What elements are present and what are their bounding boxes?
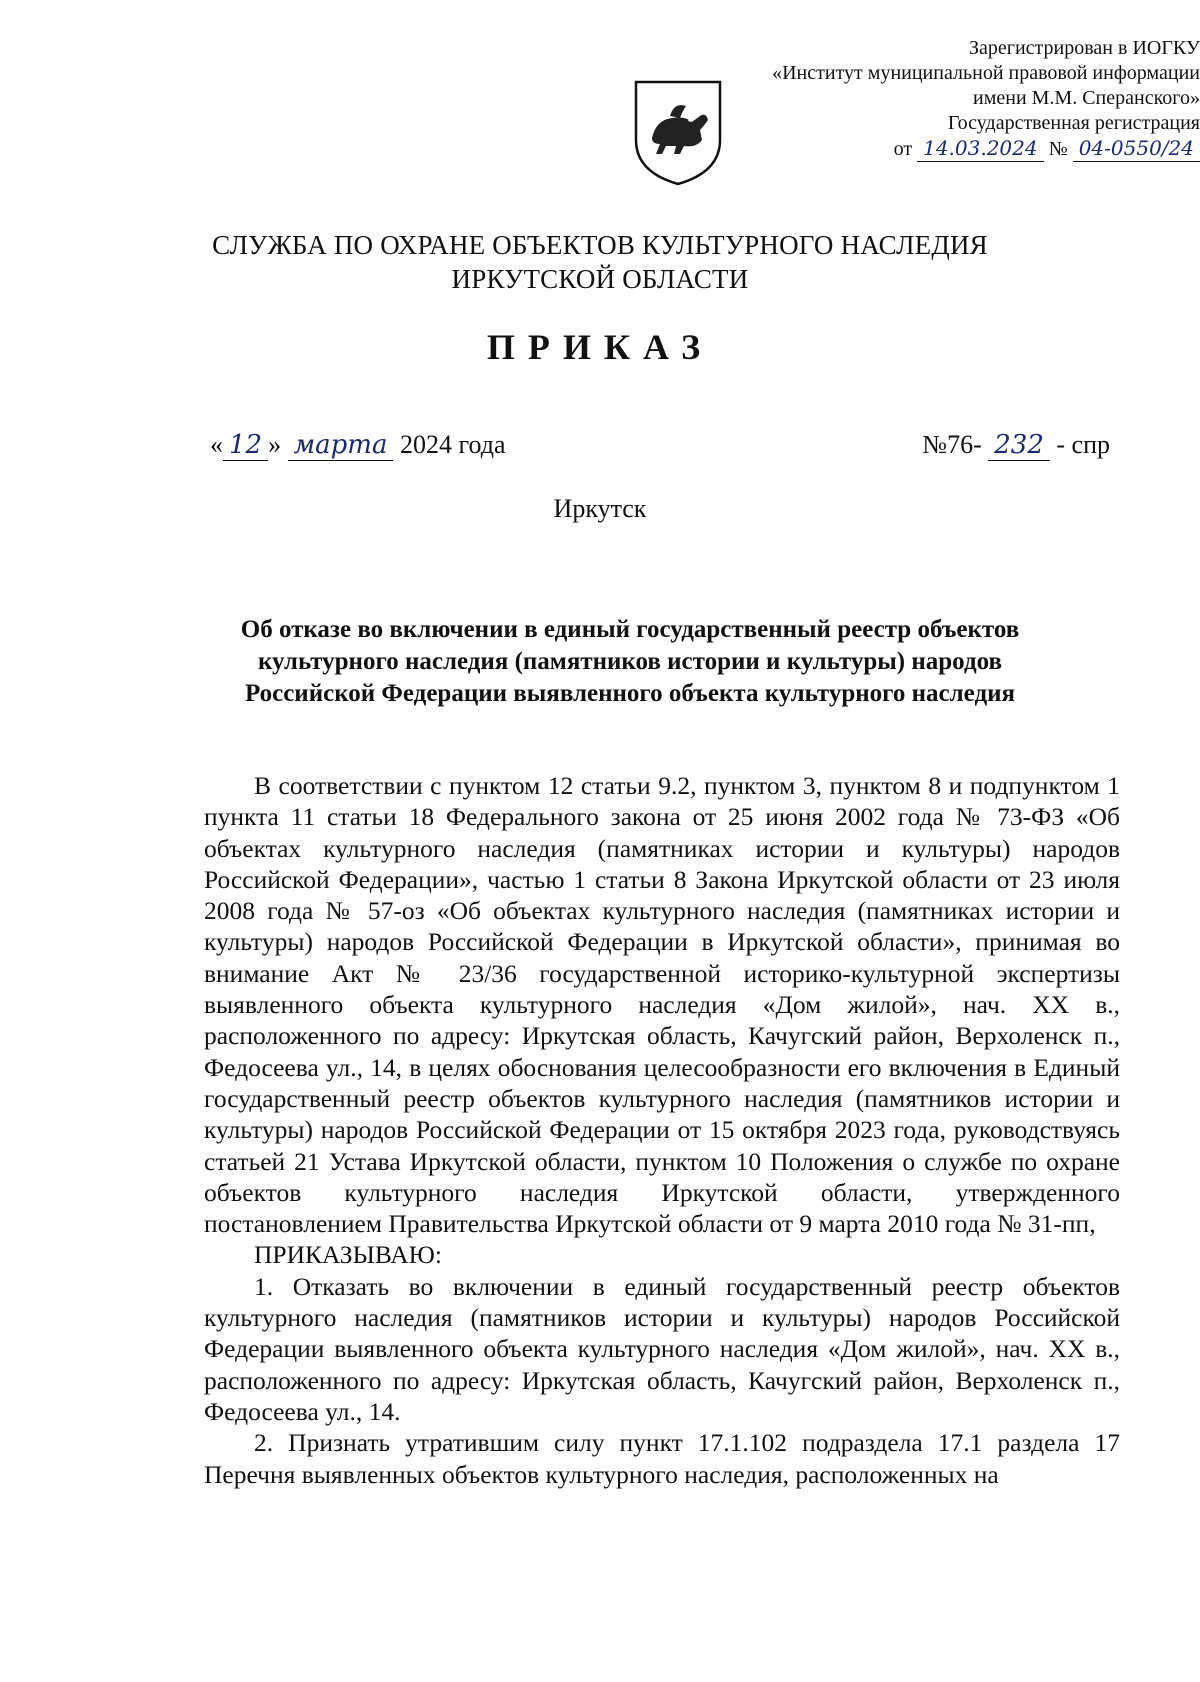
registration-date: 14.03.2024	[917, 136, 1044, 162]
order-subject	[150, 614, 1110, 710]
agency-name-line: СЛУЖБА ПО ОХРАНЕ ОБЪЕКТОВ КУЛЬТУРНОГО НАСЛЕДИЯ	[212, 230, 988, 260]
registration-date-number	[760, 136, 1200, 162]
date-open-quote: «	[210, 430, 223, 459]
registration-number: 04-0550/24	[1073, 136, 1200, 162]
decree-word: ПРИКАЗЫВАЮ:	[254, 1240, 442, 1270]
document-body	[204, 770, 1120, 1490]
subject-line: Об отказе во включении в единый государственный реестр объектов	[240, 616, 1020, 643]
order-number	[922, 430, 1110, 461]
registration-line: «Институт муниципальной правовой информации	[772, 62, 1200, 84]
agency-name	[0, 228, 1200, 296]
order-number-suffix: - спр	[1056, 430, 1110, 459]
order-number-value: 232	[988, 430, 1050, 461]
registration-line: Зарегистрирован в ИОГКУ	[969, 37, 1200, 59]
registration-line: имени М.М. Сперанского»	[973, 87, 1200, 109]
preamble-paragraph: В соответствии с пунктом 12 статьи 9.2, пунктом 3, пунктом 8 и подпунктом 1 пункта 11 статьи 18 Федерального закона от 25 июня 2002 года № 73-ФЗ «Об объектах культурного наследия (памятниках истории и культуры) народов Российской Федерации», частью 1 статьи 8 Закона Иркутской области от 23 июля 2008 года № 57-оз «Об объектах культурного наследия (памятниках истории и культуры) народов Российской Федерации в Иркутской области», принимая во внимание Акт № 23/36 государственной историко-культурной экспертизы выявленного объекта культурного наследия «Дом жилой», нач. XX в., расположенного по адресу: Иркутская область, Качугский район, Верхоленск п., Федосеева ул., 14, в целях обоснования целесообразности его включения в Единый государственный реестр объектов культурного наследия (памятников истории и культуры) народов Российской Федерации от 15 октября 2023 года, руководствуясь статьей 21 Устава Иркутской области, пунктом 10 Положения о службе по охране объектов культурного наследия Иркутской области, утвержденного постановлением Правительства Иркутской области от 9 марта 2010 года № 31-пп,	[204, 771, 1120, 1239]
subject-line: культурного наследия (памятников истории и культуры) народов	[257, 648, 1002, 675]
sable-coat-of-arms-icon	[630, 76, 726, 188]
date-close-quote: »	[268, 430, 282, 459]
registration-number-prefix: №	[1048, 138, 1068, 160]
registration-date-prefix: от	[893, 138, 913, 160]
date-year: 2024 года	[399, 430, 506, 459]
registration-line: Государственная регистрация	[947, 112, 1200, 134]
subject-line: Российской Федерации выявленного объекта культурного наследия	[244, 680, 1016, 707]
order-date	[210, 430, 506, 461]
item-paragraph: 2. Признать утратившим силу пункт 17.1.102 подраздела 17.1 раздела 17 Перечня выявленных объектов культурного наследия, расположенных на	[204, 1428, 1120, 1489]
date-day: 12	[223, 430, 268, 461]
document-title: ПРИКАЗ	[486, 327, 714, 367]
item-paragraph: 1. Отказать во включении в единый государственный реестр объектов культурного наследия (памятников истории и культуры) народов Российской Федерации выявленного объекта культурного наследия «Дом жилой», нач. XX в., расположенного по адресу: Иркутская область, Качугский район, Верхоленск п., Федосеева ул., 14.	[204, 1271, 1120, 1426]
city: Иркутск	[553, 494, 647, 523]
agency-name-line: ИРКУТСКОЙ ОБЛАСТИ	[451, 264, 749, 294]
registration-stamp	[760, 36, 1200, 162]
date-month: марта	[288, 430, 394, 461]
order-number-prefix: №76-	[922, 430, 982, 459]
